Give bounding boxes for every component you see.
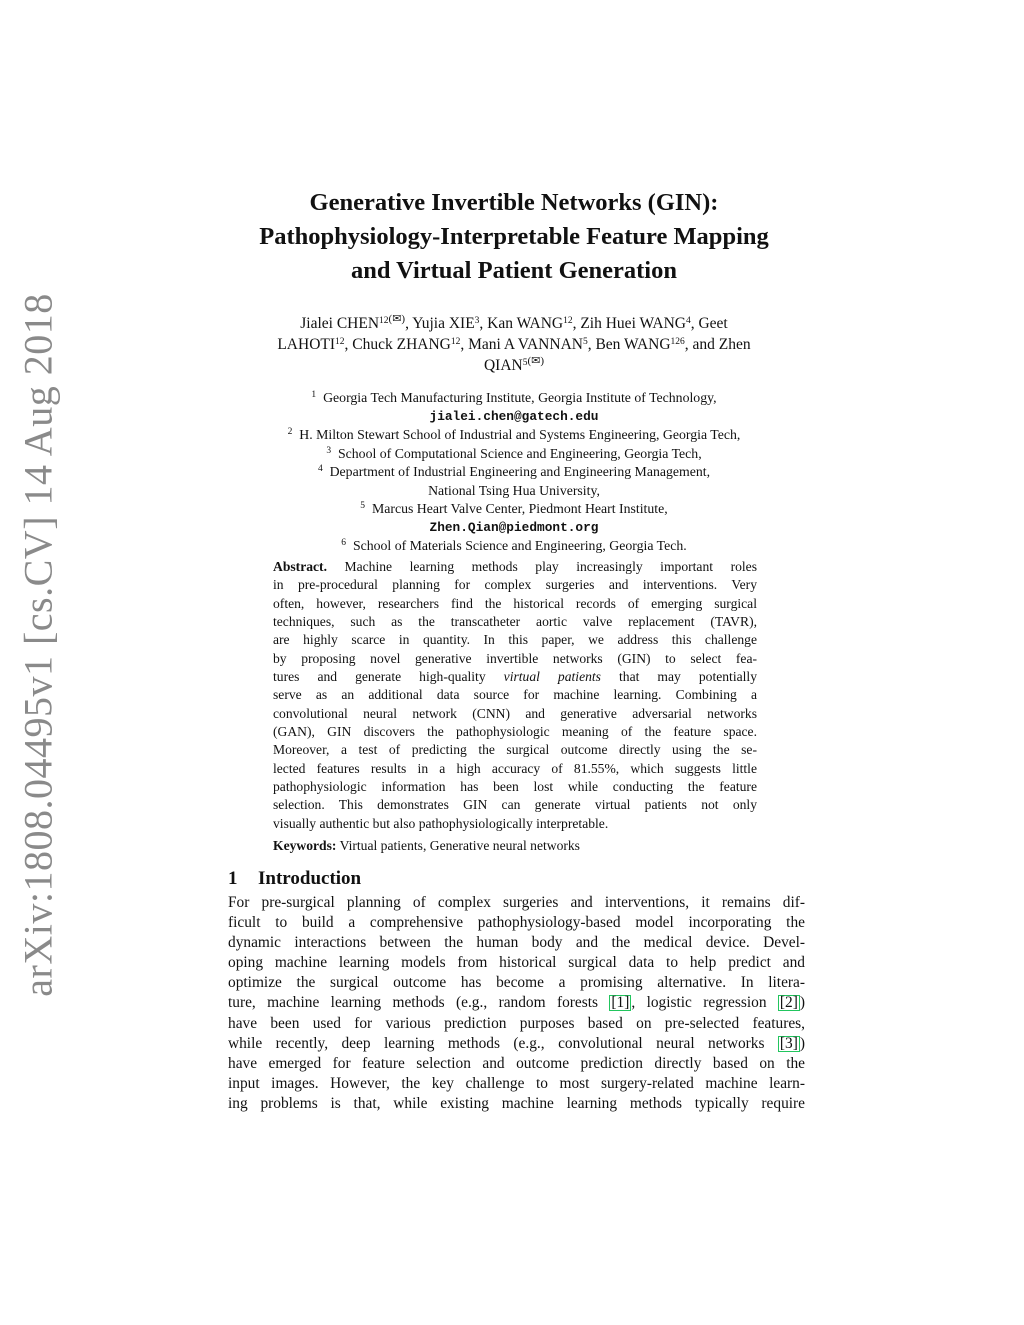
affiliation-sup: 2	[287, 426, 293, 437]
affiliation-text: Georgia Tech Manufacturing Institute, Georgia Institute of Technology,	[323, 390, 717, 405]
abstract-line: (GAN), GIN discovers the pathophysiologic meaning of the feature space.	[273, 724, 757, 740]
abstract-line: often, however, researchers find the historical records of emerging surgical	[273, 595, 757, 611]
affiliation-text: School of Materials Science and Engineering, Georgia Tech.	[352, 538, 687, 553]
abstract-heading: Abstract.	[273, 559, 327, 574]
abstract-line: selection. This demonstrates GIN can generate virtual patients not only	[273, 797, 757, 813]
affiliation	[214, 389, 814, 408]
author-affil-sup: 4	[685, 315, 691, 326]
author-name: , Ben WANG	[587, 336, 671, 353]
author-affil-sup: 12	[563, 315, 573, 326]
introduction-paragraph	[228, 893, 805, 1114]
abstract-line: in pre-procedural planning for complex surgeries and interventions. Very	[273, 577, 757, 593]
title-line: Generative Invertible Networks (GIN):	[309, 189, 719, 216]
abstract-line: techniques, such as the transcatheter aortic valve replacement (TAVR),	[273, 614, 757, 630]
abstract-line	[273, 558, 757, 576]
abstract-line: pathophysiologic information has been lost while conducting the feature	[273, 779, 757, 795]
keywords-text: Virtual patients, Generative neural networks	[336, 838, 580, 853]
author-name: QIAN	[483, 357, 523, 374]
author-affil-sup: 5	[582, 336, 588, 347]
abstract-line: convolutional neural network (CNN) and generative adversarial networks	[273, 705, 757, 721]
affiliation-text: School of Computational Science and Engineering, Georgia Tech,	[337, 445, 702, 461]
paragraph-line	[228, 993, 805, 1013]
author-affil-sup: 5	[522, 357, 528, 368]
affiliation	[214, 500, 814, 519]
paragraph-text: )	[799, 1034, 805, 1052]
author-name: , Zih Huei WANG	[572, 315, 686, 332]
affiliation-text: National Tsing Hua University,	[428, 482, 600, 498]
email-link[interactable]: Zhen.Qian@piedmont.org	[429, 519, 599, 535]
author-name: , and Zhen	[684, 336, 751, 353]
abstract-line: Moreover, a test of predicting the surgical outcome directly using the se-	[273, 742, 757, 758]
author-line	[214, 355, 814, 376]
paragraph-text: , logistic regression	[631, 994, 778, 1012]
affiliation	[214, 426, 814, 445]
corresponding-author-mark: (✉)	[388, 312, 406, 325]
author-affil-sup: 126	[670, 336, 685, 347]
abstract-line: by proposing novel generative invertible networks (GIN) to select fea-	[273, 650, 757, 666]
title-line: Pathophysiology-Interpretable Feature Mapping	[259, 223, 769, 250]
citation-link[interactable]: [2]	[779, 994, 798, 1012]
paragraph-text: )	[799, 994, 805, 1012]
author-list	[214, 313, 814, 376]
keywords-heading: Keywords:	[273, 838, 337, 853]
affiliation-sup: 5	[360, 500, 366, 511]
author-name: , Kan WANG	[479, 315, 564, 332]
author-name: , Yujia XIE	[405, 315, 475, 332]
author-line	[214, 313, 814, 334]
paragraph-line: input images. However, the key challenge to most surgery-related machine learn-	[228, 1074, 805, 1092]
author-name: , Geet	[690, 315, 728, 332]
affiliation-text: Marcus Heart Valve Center, Piedmont Heart Institute,	[371, 501, 668, 516]
affiliation	[214, 537, 814, 556]
author-affil-sup: 12	[379, 315, 389, 326]
affiliation-sup: 4	[317, 463, 323, 474]
paragraph-line: dynamic interactions between the human body and the medical device. Devel-	[228, 934, 805, 952]
author-affil-sup: 12	[335, 336, 345, 347]
affiliation-text: Department of Industrial Engineering and Engineering Management,	[329, 464, 711, 479]
author-name: , Chuck ZHANG	[344, 336, 451, 353]
arxiv-identifier: arXiv:1808.04495v1 [cs.CV] 14 Aug 2018	[15, 293, 61, 997]
abstract-text: tures and generate high-quality	[273, 669, 504, 685]
paper-title	[214, 186, 814, 288]
keywords	[273, 837, 757, 855]
paragraph-line: have been used for various prediction purposes based on pre-selected features,	[228, 1014, 805, 1032]
paragraph-line: oping machine learning models from historical surgical data to help predict and	[228, 954, 805, 972]
author-name: Jialei CHEN	[300, 315, 380, 332]
abstract-line: serve as an additional data source for machine learning. Combining a	[273, 687, 757, 703]
abstract-line: are highly scarce in quantity. In this paper, we address this challenge	[273, 632, 757, 648]
emphasis-text: virtual patients	[503, 669, 601, 685]
abstract-line	[273, 668, 757, 686]
citation-link[interactable]: [3]	[779, 1034, 798, 1052]
paragraph-text: ture, machine learning methods (e.g., random forests	[228, 994, 610, 1012]
section-number: 1	[228, 868, 238, 889]
citation-link[interactable]: [1]	[611, 994, 630, 1012]
paragraph-line: For pre-surgical planning of complex surgeries and interventions, it remains dif-	[228, 894, 805, 911]
affiliation-text: H. Milton Stewart School of Industrial and Systems Engineering, Georgia Tech,	[299, 427, 741, 442]
corresponding-author-mark: (✉)	[527, 354, 545, 367]
author-line	[214, 334, 814, 355]
affiliation	[214, 463, 814, 482]
paragraph-line: ficult to build a comprehensive pathophysiology-based model incorporating the	[228, 914, 805, 932]
email-link[interactable]: jialei.chen@gatech.edu	[429, 408, 599, 424]
author-name: , Mani A VANNAN	[460, 336, 583, 353]
author-name: LAHOTI	[277, 336, 336, 353]
affiliation-list	[214, 389, 814, 556]
affiliation-sup: 3	[326, 445, 332, 456]
title-line: and Virtual Patient Generation	[351, 257, 677, 284]
affiliation-sup: 6	[341, 537, 347, 548]
paragraph-line: optimize the surgical outcome has become a promising alternative. In litera-	[228, 974, 805, 992]
abstract	[273, 558, 757, 833]
paragraph-text: while recently, deep learning methods (e.g., convolutional neural networks	[228, 1034, 778, 1052]
affiliation-sup: 1	[311, 389, 317, 400]
paragraph-line: ing problems is that, while existing machine learning methods typically require	[228, 1094, 805, 1112]
paragraph-line: have emerged for feature selection and outcome prediction directly based on the	[228, 1054, 805, 1072]
section-heading	[228, 866, 361, 892]
paragraph-line	[228, 1034, 805, 1054]
abstract-text: Machine learning methods play increasingly important roles	[326, 559, 757, 574]
abstract-line: visually authentic but also pathophysiologically interpretable.	[273, 815, 609, 831]
abstract-line: lected features results in a high accuracy of 81.55%, which suggests little	[273, 760, 757, 776]
abstract-text: that may potentially	[600, 669, 757, 685]
author-affil-sup: 3	[474, 315, 480, 326]
section-title: Introduction	[258, 868, 362, 889]
affiliation	[214, 445, 814, 464]
author-affil-sup: 12	[450, 336, 461, 347]
